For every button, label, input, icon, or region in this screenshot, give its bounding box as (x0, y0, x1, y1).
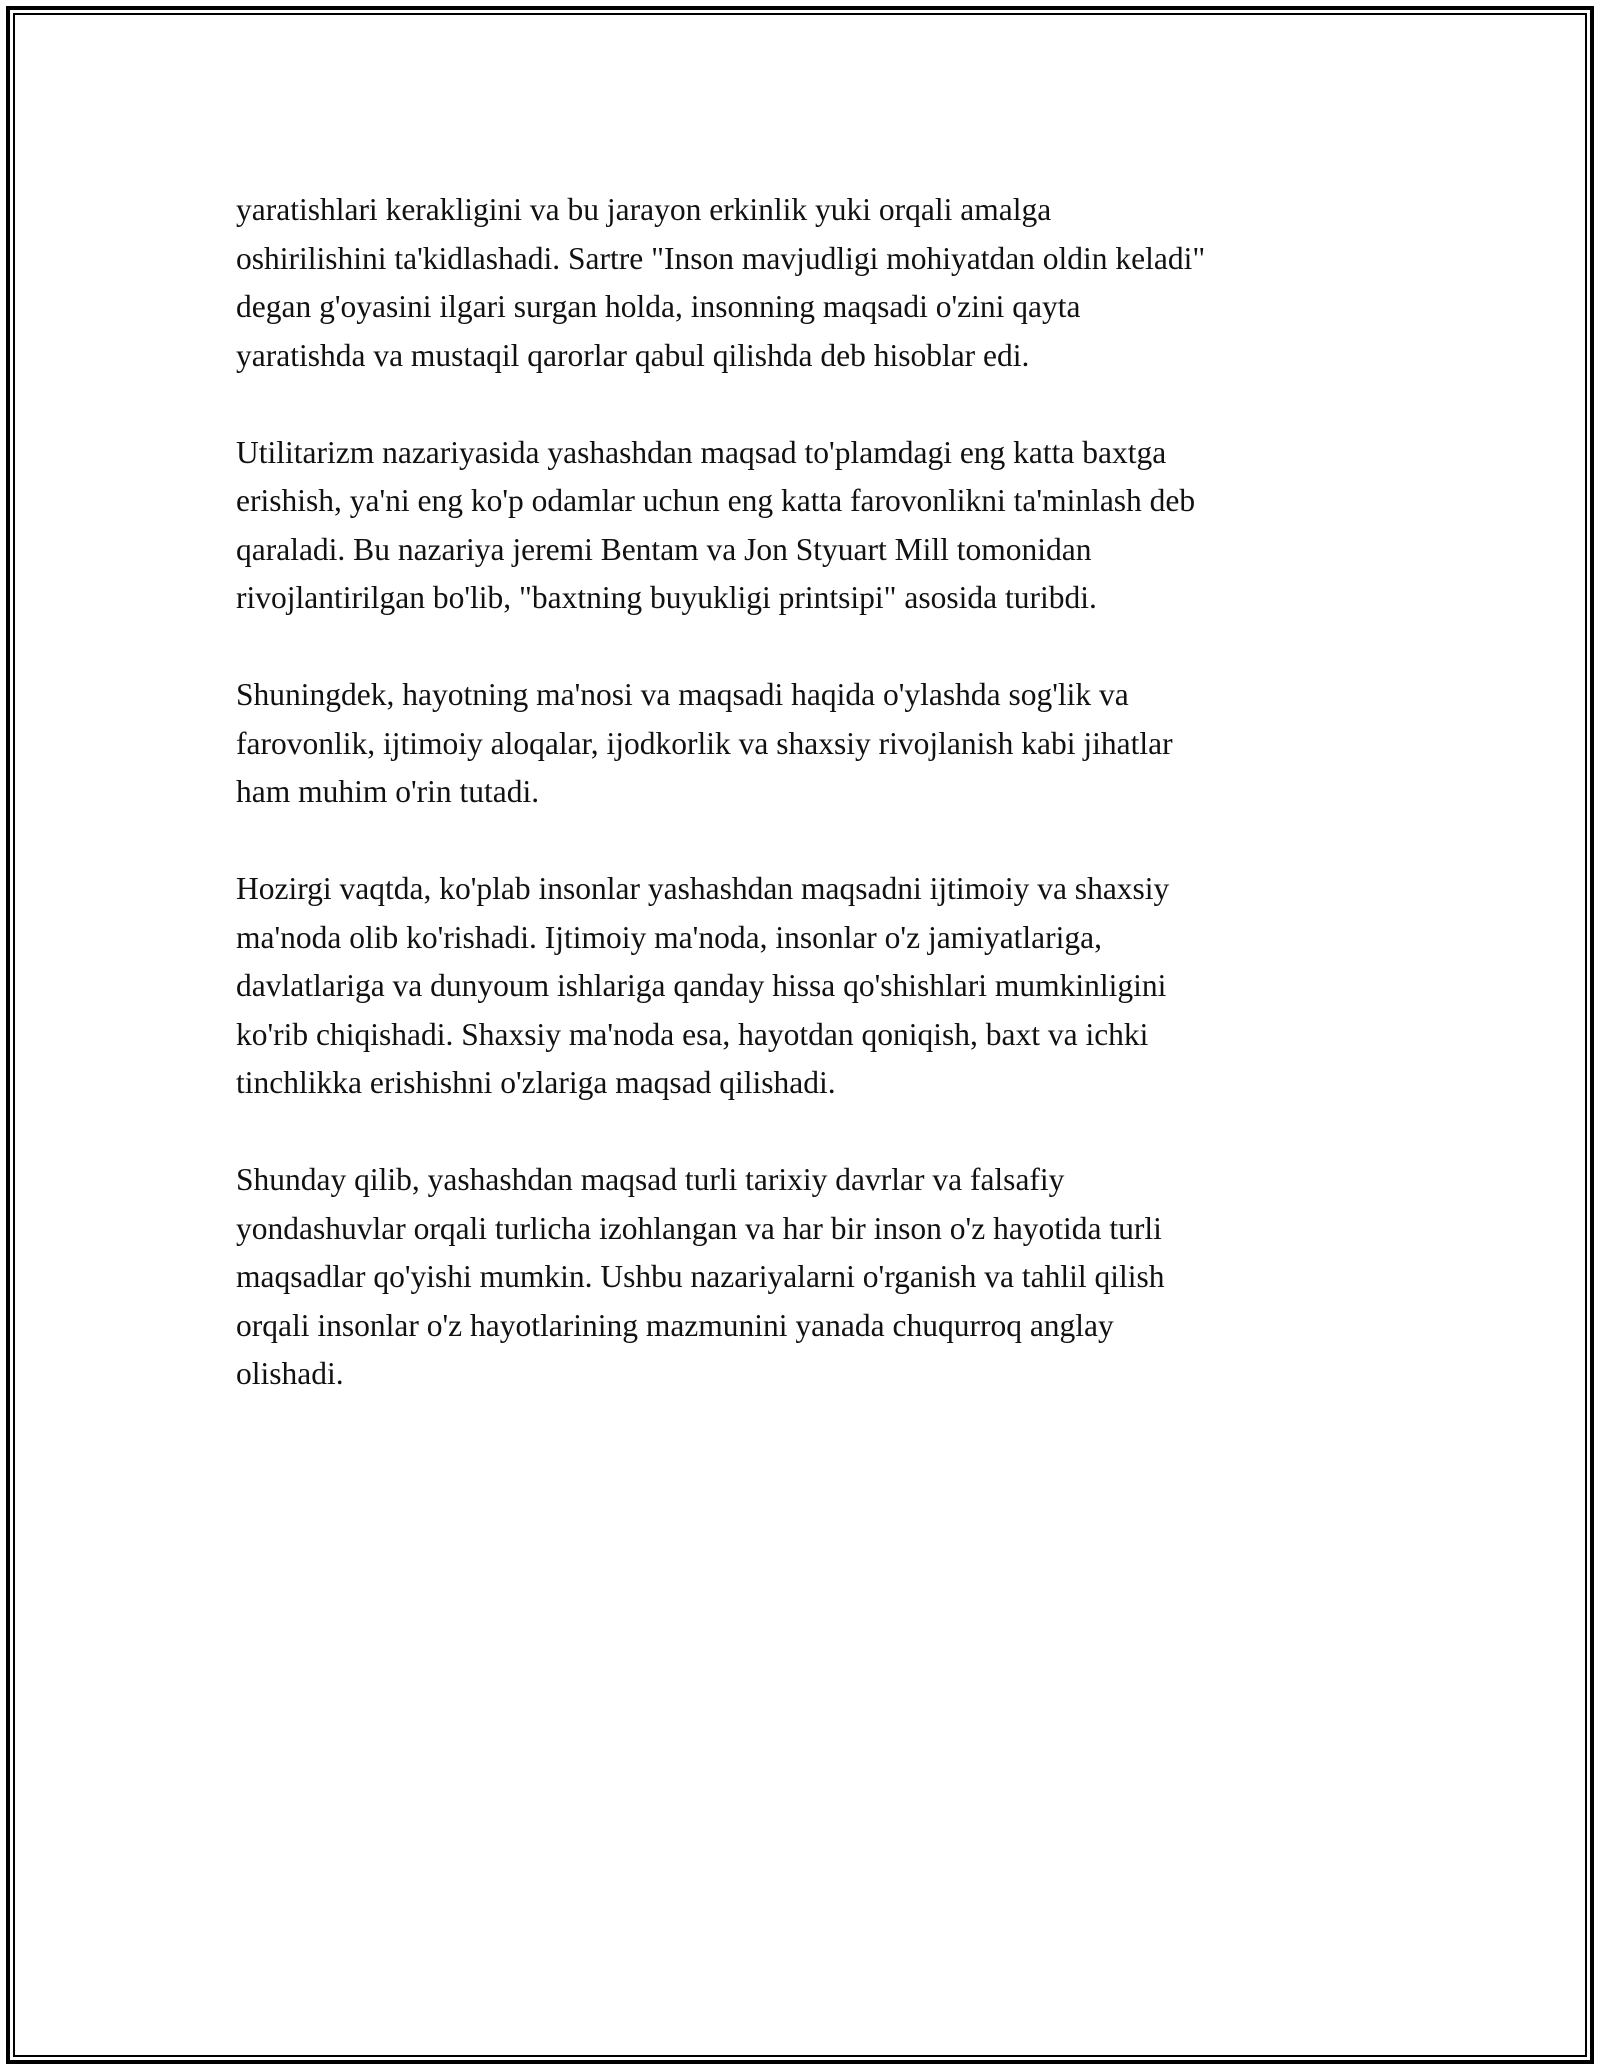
text-line: oshirilishini ta'kidlashadi. Sartre "Inson mavjudligi mohiyatdan oldin keladi" (236, 240, 1206, 276)
text-line: olishadi. (236, 1356, 344, 1391)
text-line: ham muhim o'rin tutadi. (236, 774, 540, 809)
paragraph (236, 865, 1376, 1108)
text-line: ma'noda olib ko'rishadi. Ijtimoiy ma'noda, insonlar o'z jamiyatlariga, (236, 919, 1103, 955)
text-line: orqali insonlar o'z hayotlarining mazmunini yanada chuqurroq anglay (236, 1307, 1114, 1343)
text-line: davlatlariga va dunyoum ishlariga qanday hissa qo'shishlari mumkinligini (236, 968, 1167, 1003)
paragraph (236, 186, 1376, 380)
text-line: yondashuvlar orqali turlicha izohlangan va har bir inson o'z hayotida turli (236, 1210, 1162, 1246)
text-line: farovonlik, ijtimoiy aloqalar, ijodkorlik va shaxsiy rivojlanish kabi jihatlar (236, 725, 1173, 761)
text-line: degan g'oyasini ilgari surgan holda, insonning maqsadi o'zini qayta (236, 289, 1081, 324)
text-line: maqsadlar qo'yishi mumkin. Ushbu nazariyalarni o'rganish va tahlil qilish (236, 1259, 1165, 1294)
text-line: yaratishlari kerakligini va bu jarayon erkinlik yuki orqali amalga (236, 192, 1052, 227)
text-line: rivojlantirilgan bo'lib, "baxtning buyukligi printsipi" asosida turibdi. (236, 580, 1097, 615)
text-line: tinchlikka erishishni o'zlariga maqsad qilishadi. (236, 1065, 836, 1100)
text-line: ko'rib chiqishadi. Shaxsiy ma'noda esa, hayotdan qoniqish, baxt va ichki (236, 1016, 1149, 1052)
text-line: Utilitarizm nazariyasida yashashdan maqsad to'plamdagi eng katta baxtga (236, 434, 1167, 470)
document-body (236, 186, 1376, 1447)
text-line: yaratishda va mustaqil qarorlar qabul qilishda deb hisoblar edi. (236, 337, 1030, 373)
paragraph (236, 671, 1376, 817)
text-line: qaraladi. Bu nazariya jeremi Bentam va Jon Styuart Mill tomonidan (236, 531, 1092, 567)
text-line: Hozirgi vaqtda, ko'plab insonlar yashashdan maqsadni ijtimoiy va shaxsiy (236, 871, 1170, 906)
text-line: Shunday qilib, yashashdan maqsad turli tarixiy davrlar va falsafiy (236, 1162, 1065, 1197)
text-line: Shuningdek, hayotning ma'nosi va maqsadi haqida o'ylashda sog'lik va (236, 677, 1129, 712)
paragraph (236, 1156, 1376, 1399)
text-line: erishish, ya'ni eng ko'p odamlar uchun eng katta farovonlikni ta'minlash deb (236, 483, 1196, 518)
paragraph (236, 429, 1376, 623)
